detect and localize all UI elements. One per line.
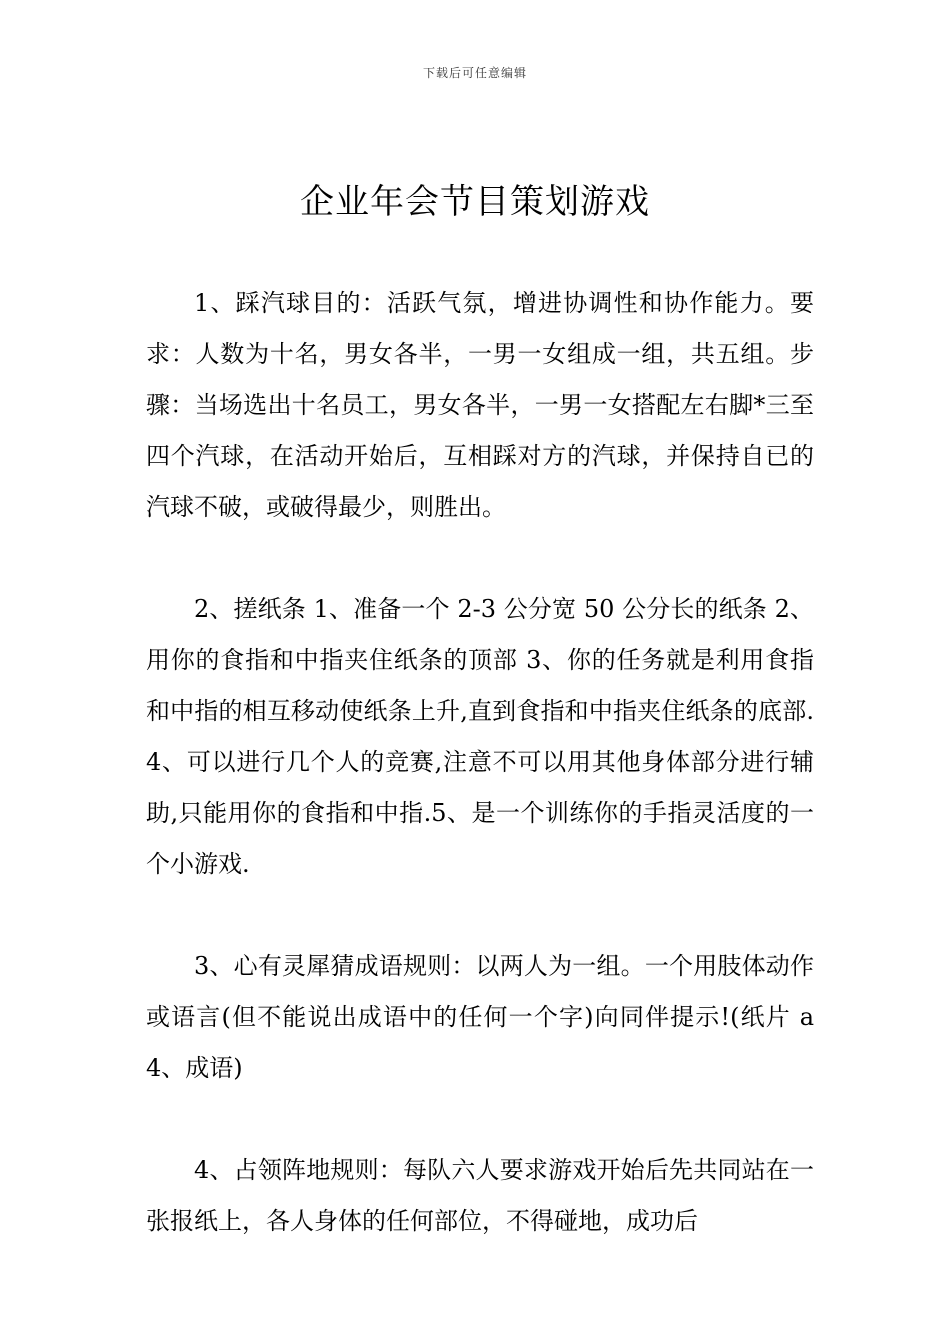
page-header-note: 下载后可任意编辑 <box>422 66 527 80</box>
paragraph-game-1: 1、踩汽球目的：活跃气氛，增进协调性和协作能力。要求：人数为十名，男女各半，一男一女组成一组，共五组。步骤：当场选出十名员工，男女各半，一男一女搭配左右脚*三至四个汽球，在活动开始后，互相踩对方的汽球，并保持自已的汽球不破，或破得最少，则胜出。 <box>146 289 814 521</box>
document-body <box>146 278 814 1247</box>
paragraph-game-3: 3、心有灵犀猜成语规则：以两人为一组。一个用肢体动作或语言(但不能说出成语中的任何一个字)向同伴提示!(纸片 a4、成语) <box>146 952 814 1082</box>
document-title: 企业年会节目策划游戏 <box>300 182 650 222</box>
paragraph-game-2: 2、搓纸条 1、准备一个 2-3 公分宽 50 公分长的纸条 2、用你的食指和中指夹住纸条的顶部 3、你的任务就是利用食指和中指的相互移动使纸条上升,直到食指和中指夹住纸条的底部.4、可以进行几个人的竞赛,注意不可以用其他身体部分进行辅助,只能用你的食指和中指.5、是一个训练你的手指灵活度的一个小游戏. <box>146 595 814 878</box>
paragraph-game-4: 4、占领阵地规则：每队六人要求游戏开始后先共同站在一张报纸上，各人身体的任何部位，不得碰地，成功后 <box>146 1156 814 1235</box>
